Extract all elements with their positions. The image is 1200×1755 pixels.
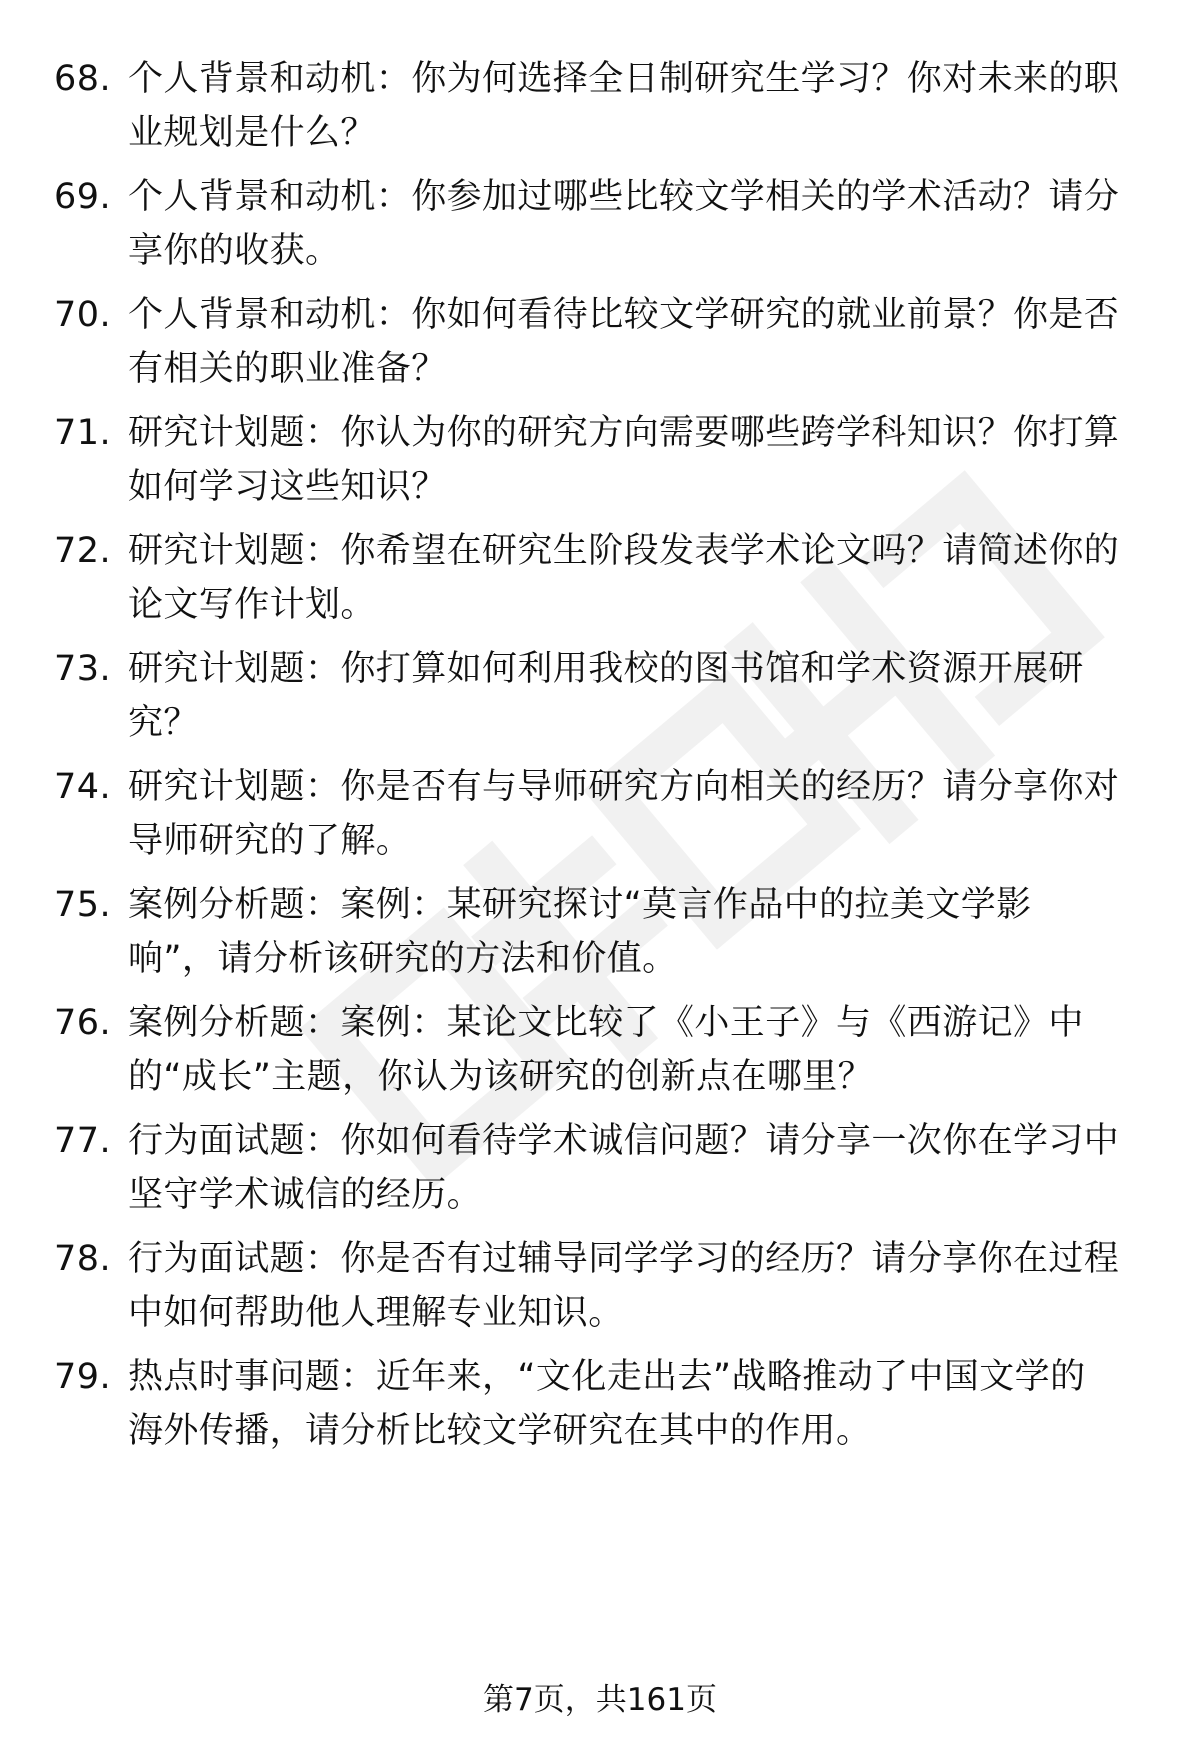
- question-text-line: 坚守学术诚信的经历。: [128, 1175, 483, 1215]
- question-text-line: 个人背景和动机：你如何看待比较文学研究的就业前景？你是否: [128, 295, 1120, 335]
- question-text-line: 研究计划题：你是否有与导师研究方向相关的经历？请分享你对: [128, 767, 1120, 807]
- question-item: [54, 524, 1144, 632]
- question-number: 79.: [54, 1357, 112, 1397]
- question-item: [54, 52, 1144, 160]
- question-text-line: 研究计划题：你希望在研究生阶段发表学术论文吗？请简述你的: [128, 531, 1120, 571]
- question-item: [54, 878, 1144, 986]
- question-item: [54, 170, 1144, 278]
- question-item: [54, 760, 1144, 868]
- question-number: 78.: [54, 1239, 112, 1279]
- question-number: 71.: [54, 413, 112, 453]
- question-text-line: 案例分析题：案例：某论文比较了《小王子》与《西游记》中: [128, 1003, 1084, 1043]
- question-text-line: 海外传播，请分析比较文学研究在其中的作用。: [128, 1411, 872, 1451]
- question-text-line: 个人背景和动机：你参加过哪些比较文学相关的学术活动？请分: [128, 177, 1120, 217]
- question-text-line: 案例分析题：案例：某研究探讨“莫言作品中的拉美文学影: [128, 885, 1032, 925]
- question-text-line: 享你的收获。: [128, 231, 341, 271]
- question-number: 76.: [54, 1003, 112, 1043]
- question-text-line: 个人背景和动机：你为何选择全日制研究生学习？你对未来的职: [128, 59, 1120, 99]
- question-item: [54, 1114, 1144, 1222]
- question-number: 72.: [54, 531, 112, 571]
- question-number: 74.: [54, 767, 112, 807]
- question-text: [128, 1232, 1144, 1340]
- question-text-line: 响”，请分析该研究的方法和价值。: [128, 939, 678, 979]
- question-number: 73.: [54, 649, 112, 689]
- question-item: [54, 288, 1144, 396]
- question-text: [128, 1114, 1144, 1222]
- question-text-line: 行为面试题：你是否有过辅导同学学习的经历？请分享你在过程: [128, 1239, 1120, 1279]
- question-item: [54, 1232, 1144, 1340]
- question-text: [128, 170, 1144, 278]
- question-text: [128, 642, 1144, 750]
- question-text-line: 业规划是什么？: [128, 113, 376, 153]
- question-text-line: 的“成长”主题，你认为该研究的创新点在哪里？: [128, 1057, 874, 1097]
- question-text: [128, 760, 1144, 868]
- question-item: [54, 642, 1144, 750]
- question-text: [128, 406, 1144, 514]
- question-text-line: 研究计划题：你打算如何利用我校的图书馆和学术资源开展研: [128, 649, 1084, 689]
- question-number: 75.: [54, 885, 112, 925]
- page-footer: [0, 1680, 1200, 1720]
- question-text: [128, 524, 1144, 632]
- question-number: 77.: [54, 1121, 112, 1161]
- question-text-line: 论文写作计划。: [128, 585, 376, 625]
- question-item: [54, 406, 1144, 514]
- question-item: [54, 1350, 1144, 1458]
- question-text-line: 如何学习这些知识？: [128, 467, 447, 507]
- question-text-line: 研究计划题：你认为你的研究方向需要哪些跨学科知识？你打算: [128, 413, 1120, 453]
- question-text: [128, 1350, 1144, 1458]
- question-text-line: 导师研究的了解。: [128, 821, 412, 861]
- question-text-line: 有相关的职业准备？: [128, 349, 447, 389]
- question-text-line: 热点时事问题：近年来，“文化走出去”战略推动了中国文学的: [128, 1357, 1086, 1397]
- question-text-line: 行为面试题：你如何看待学术诚信问题？请分享一次你在学习中: [128, 1121, 1120, 1161]
- question-text: [128, 878, 1144, 986]
- question-text: [128, 52, 1144, 160]
- question-text: [128, 996, 1144, 1104]
- page-number-label: 第7页，共161页: [483, 1682, 717, 1718]
- question-number: 68.: [54, 59, 112, 99]
- question-text-line: 中如何帮助他人理解专业知识。: [128, 1293, 624, 1333]
- question-text-line: 究？: [128, 703, 199, 743]
- question-text: [128, 288, 1144, 396]
- question-number: 69.: [54, 177, 112, 217]
- question-number: 70.: [54, 295, 112, 335]
- question-item: [54, 996, 1144, 1104]
